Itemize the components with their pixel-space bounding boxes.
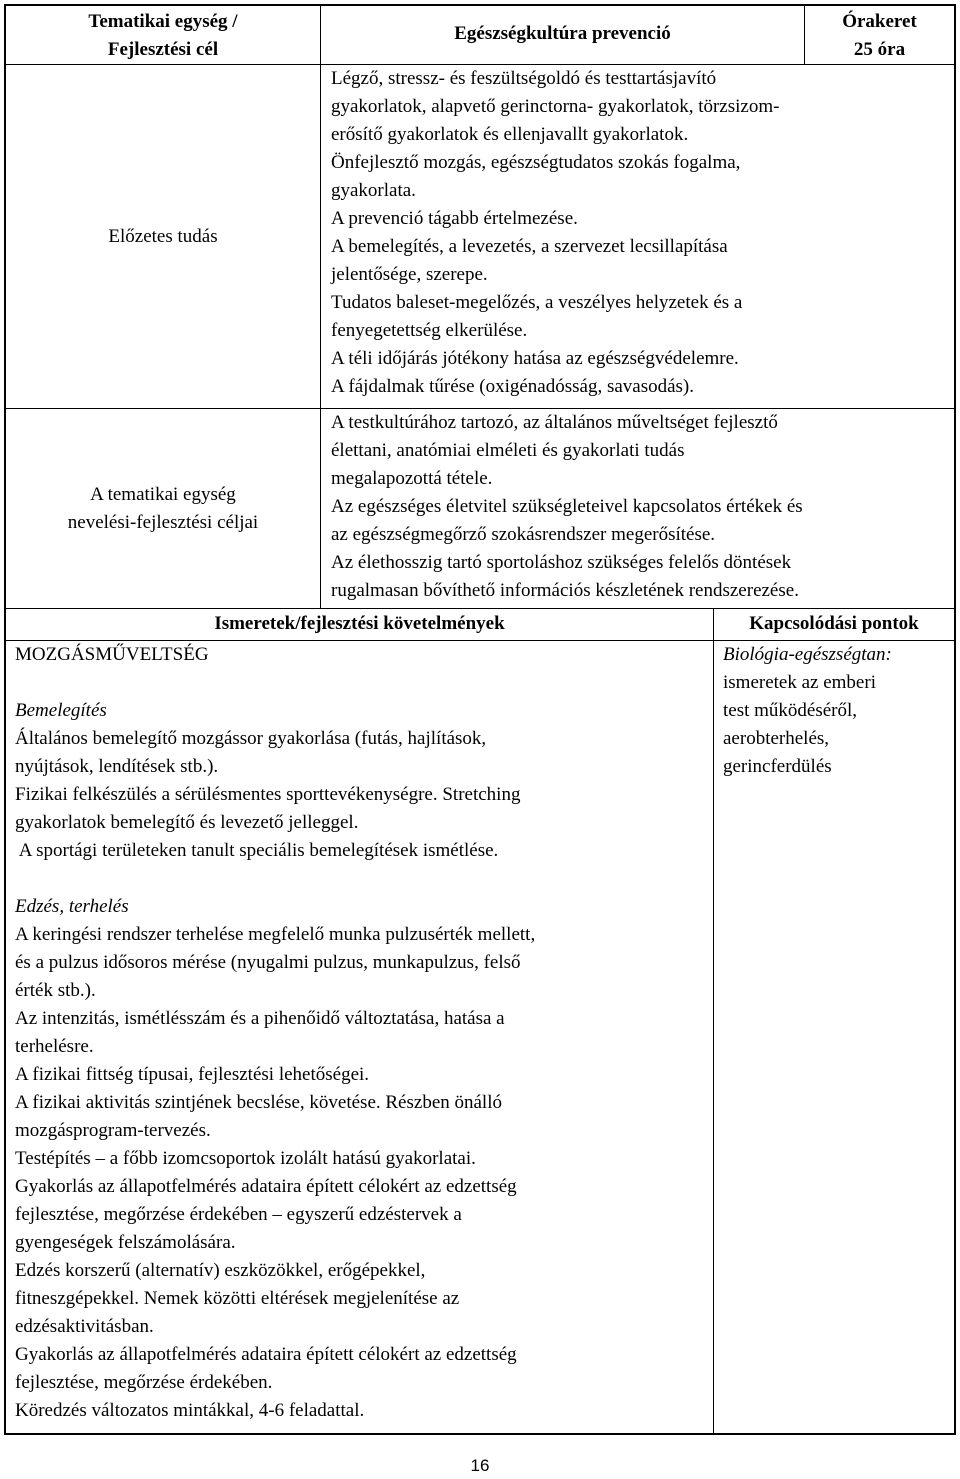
training-line: és a pulzus idősoros mérése (nyugalmi pulzus, munkapulzus, felső bbox=[15, 952, 521, 973]
prior-line: gyakorlata. bbox=[331, 180, 416, 201]
training-line: fejlesztése, megőrzése érdekében. bbox=[15, 1372, 273, 1393]
warmup-line: gyakorlatok bemelegítő és levezető jelleggel. bbox=[15, 812, 359, 833]
prior-knowledge-label: Előzetes tudás bbox=[108, 225, 218, 247]
page-number: 16 bbox=[470, 1456, 490, 1475]
training-line: terhelésre. bbox=[15, 1036, 94, 1057]
training-line: A keringési rendszer terhelése megfelelő munka pulzusérték mellett, bbox=[15, 924, 536, 945]
training-title: Edzés, terhelés bbox=[15, 896, 129, 917]
training-line: Gyakorlás az állapotfelmérés adataira épített célokért az edzettség bbox=[15, 1344, 517, 1365]
prior-line: A bemelegítés, a levezetés, a szervezet lecsillapítása bbox=[331, 236, 728, 257]
prior-line: A téli időjárás jótékony hatása az egészségvédelemre. bbox=[331, 348, 739, 369]
links-line: ismeretek az emberi bbox=[723, 672, 876, 693]
header-unit-label-line1: Tematikai egység / bbox=[88, 11, 238, 32]
header-unit-label-line2: Fejlesztési cél bbox=[107, 39, 219, 60]
links-column-divider bbox=[713, 608, 714, 1434]
label-column-divider bbox=[320, 4, 321, 608]
goals-line: Az egészséges életvitel szükségleteivel kapcsolatos értékek és bbox=[331, 496, 803, 517]
goals-bottom-border bbox=[4, 608, 956, 609]
training-line: A fizikai aktivitás szintjének becslése, követése. Részben önálló bbox=[15, 1092, 502, 1113]
warmup-line: A sportági területeken tanult speciális bemelegítések ismétlése. bbox=[15, 840, 499, 861]
links-body bbox=[723, 641, 951, 781]
table-bottom-border bbox=[4, 1433, 956, 1435]
goals-line: rugalmasan bővíthető információs készletének rendszerezése. bbox=[331, 580, 799, 601]
warmup-title: Bemelegítés bbox=[15, 700, 107, 721]
training-line: Edzés korszerű (alternatív) eszközökkel, erőgépekkel, bbox=[15, 1260, 426, 1281]
training-line: A fizikai fittség típusai, fejlesztési lehetőségei. bbox=[15, 1064, 370, 1085]
links-line: gerincferdülés bbox=[723, 756, 832, 777]
training-line: fitneszgépekkel. Nemek közötti eltérések megjelenítése az bbox=[15, 1288, 460, 1309]
unit-title: Egészségkultúra prevenció bbox=[454, 23, 671, 44]
training-line: edzésaktivitásban. bbox=[15, 1316, 154, 1337]
training-line: Köredzés változatos mintákkal, 4-6 feladattal. bbox=[15, 1400, 365, 1421]
training-line: érték stb.). bbox=[15, 980, 96, 1001]
section-title: MOZGÁSMŰVELTSÉG bbox=[15, 644, 209, 665]
table-right-border bbox=[954, 4, 956, 1435]
goals-line: élettani, anatómiai elméleti és gyakorlati tudás bbox=[331, 440, 685, 461]
header-unit-label bbox=[6, 6, 320, 64]
prior-line: jelentősége, szerepe. bbox=[331, 264, 488, 285]
training-line: Az intenzitás, ismétlésszám és a pihenőidő változtatása, hatása a bbox=[15, 1008, 505, 1029]
hours-box bbox=[805, 6, 954, 64]
goals-label-line1: A tematikai egység bbox=[90, 483, 236, 505]
links-header: Kapcsolódási pontok bbox=[749, 613, 919, 634]
warmup-line: Fizikai felkészülés a sérülésmentes sporttevékenységre. Stretching bbox=[15, 784, 521, 805]
training-line: mozgásprogram-tervezés. bbox=[15, 1120, 211, 1141]
goals-line: Az élethosszig tartó sportoláshoz szükséges felelős döntések bbox=[331, 552, 792, 573]
requirements-body bbox=[15, 641, 710, 1425]
training-line: gyengeségek felszámolására. bbox=[15, 1232, 236, 1253]
prior-line: A fájdalmak tűrése (oxigénadósság, savasodás). bbox=[331, 376, 695, 397]
warmup-line: Általános bemelegítő mozgássor gyakorlása (futás, hajlítások, bbox=[15, 728, 487, 749]
links-line: aerobterhelés, bbox=[723, 728, 830, 749]
prior-line: Tudatos baleset-megelőzés, a veszélyes helyzetek és a bbox=[331, 292, 743, 313]
links-line: test működéséről, bbox=[723, 700, 858, 721]
goals-label bbox=[6, 409, 320, 608]
goals-line: az egészségmegőrző szokásrendszer megerősítése. bbox=[331, 524, 716, 545]
prior-line: Önfejlesztő mozgás, egészségtudatos szokás fogalma, bbox=[331, 152, 741, 173]
prior-line: A prevenció tágabb értelmezése. bbox=[331, 208, 578, 229]
training-line: fejlesztése, megőrzése érdekében – egyszerű edzéstervek a bbox=[15, 1204, 462, 1225]
prior-line: Légző, stressz- és feszültségoldó és testtartásjavító bbox=[331, 68, 717, 89]
hours-label: Órakeret bbox=[842, 11, 917, 32]
goals-line: megalapozottá tétele. bbox=[331, 468, 493, 489]
goals-text bbox=[331, 409, 951, 605]
prior-line: erősítő gyakorlatok és ellenjavallt gyakorlatok. bbox=[331, 124, 689, 145]
goals-label-line2: nevelési-fejlesztési céljai bbox=[67, 511, 259, 533]
requirements-header: Ismeretek/fejlesztési követelmények bbox=[214, 613, 505, 634]
prior-knowledge-text bbox=[331, 65, 951, 401]
hours-value: 25 óra bbox=[853, 39, 906, 60]
links-subject: Biológia-egészségtan: bbox=[723, 644, 892, 665]
prior-line: fenyegetettség elkerülése. bbox=[331, 320, 528, 341]
goals-line: A testkultúrához tartozó, az általános műveltséget fejlesztő bbox=[331, 412, 778, 433]
prior-line: gyakorlatok, alapvető gerinctorna- gyakorlatok, törzsizom- bbox=[331, 96, 780, 117]
training-line: Gyakorlás az állapotfelmérés adataira épített célokért az edzettség bbox=[15, 1176, 517, 1197]
training-line: Testépítés – a főbb izomcsoportok izolált hatású gyakorlatai. bbox=[15, 1148, 476, 1169]
warmup-line: nyújtások, lendítések stb.). bbox=[15, 756, 219, 777]
